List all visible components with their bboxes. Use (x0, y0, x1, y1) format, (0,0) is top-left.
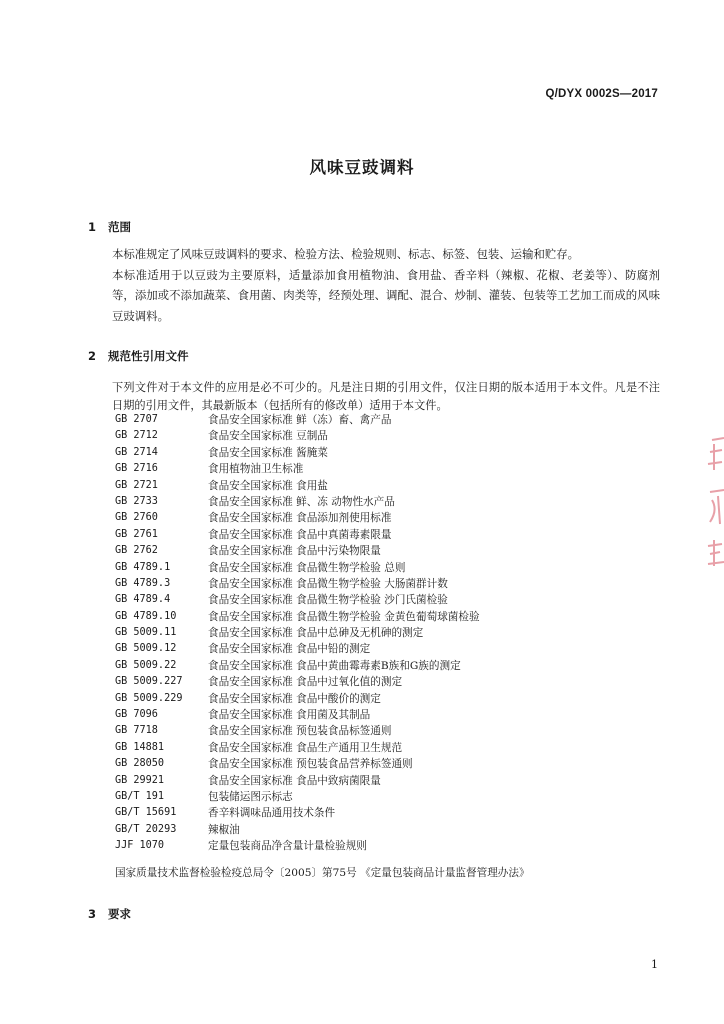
reference-row (115, 592, 675, 608)
reference-code: GB 7096 (115, 709, 158, 721)
reference-title: 食品安全国家标准 食品微生物学检验 沙门氏菌检验 (208, 594, 448, 607)
reference-title: 食品安全国家标准 食用菌及其制品 (208, 709, 371, 722)
reference-row (115, 494, 675, 510)
reference-code: GB 14881 (115, 741, 165, 753)
reference-title: 食品安全国家标准 预包装食品营养标签通则 (208, 758, 413, 771)
reference-code: GB 2714 (115, 446, 158, 458)
reference-title: 食品安全国家标准 食品生产通用卫生规范 (208, 741, 403, 754)
reference-code: GB/T 15691 (115, 807, 177, 819)
reference-code: GB 2761 (115, 528, 158, 540)
reference-row (115, 478, 675, 494)
reference-title: 食品安全国家标准 食品中致病菌限量 (208, 774, 381, 787)
standard-number: Q/DYX 0002S—2017 (545, 88, 658, 100)
reference-code: GB 4789.1 (115, 561, 171, 573)
reference-code: GB 5009.12 (115, 643, 177, 655)
page-number: 1 (651, 958, 658, 971)
reference-title: 食品安全国家标准 鲜（冻）畜、禽产品 (208, 414, 392, 426)
section-2-heading (88, 348, 189, 364)
reference-title: 食品安全国家标准 食品中污染物限量 (208, 545, 381, 558)
reference-row (115, 838, 675, 854)
reference-title: 食品安全国家标准 食品添加剂使用标准 (208, 512, 392, 525)
reference-row (115, 658, 675, 674)
reference-row (115, 740, 675, 756)
reference-title: 食品安全国家标准 预包装食品标签通则 (208, 725, 392, 738)
reference-regulation: 国家质量技术监督检验检疫总局令〔2005〕第75号 《定量包装商品计量监督管理办法》 (115, 867, 530, 879)
section-3-heading (88, 906, 131, 922)
reference-code: GB 5009.227 (115, 676, 183, 688)
reference-row (115, 707, 675, 723)
reference-code: GB 28050 (115, 758, 165, 770)
reference-title: 食品安全国家标准 食品微生物学检验 大肠菌群计数 (208, 577, 448, 590)
section-1-paragraph-1: 本标准规定了风味豆豉调料的要求、检验方法、检验规则、标志、标签、包装、运输和贮存。 (112, 247, 580, 261)
reference-code: GB 2721 (115, 479, 158, 491)
reference-row (115, 789, 675, 805)
reference-title: 食品安全国家标准 豆制品 (208, 430, 328, 443)
reference-code: GB 2760 (115, 512, 158, 524)
reference-code: JJF 1070 (115, 840, 165, 852)
reference-title: 食用植物油卫生标准 (208, 463, 304, 476)
section-2-intro-text: 下列文件对于本文件的应用是必不可少的。凡是注日期的引用文件，仅注日期的版本适用于本文件。凡是不注日期的引用文件，其最新版本（包括所有的修改单）适用于本文件。 (112, 381, 660, 412)
reference-code: GB 2733 (115, 495, 158, 507)
reference-code: GB 7718 (115, 725, 158, 737)
section-2-intro (88, 379, 660, 415)
reference-title: 食品安全国家标准 酱腌菜 (208, 446, 328, 459)
reference-code: GB 5009.229 (115, 692, 183, 704)
reference-title: 食品安全国家标准 食品中黄曲霉毒素B族和G族的测定 (208, 659, 461, 672)
reference-code: GB 2762 (115, 545, 158, 557)
reference-title: 食品安全国家标准 食用盐 (208, 479, 328, 492)
reference-code: GB 4789.10 (115, 610, 177, 622)
seal-stamp-fragment (698, 430, 724, 580)
section-3-title: 要求 (108, 907, 131, 921)
document-title: 风味豆豉调料 (309, 158, 415, 177)
reference-title: 定量包装商品净含量计量检验规则 (208, 840, 367, 853)
reference-row (115, 428, 675, 444)
reference-title: 香辛料调味品通用技术条件 (208, 807, 336, 820)
section-2-number: 2 (88, 349, 97, 363)
reference-title: 食品安全国家标准 食品中铅的测定 (208, 643, 371, 656)
reference-code: GB 4789.4 (115, 594, 171, 606)
reference-row (115, 445, 675, 461)
reference-row (115, 674, 675, 690)
reference-code: GB 2716 (115, 463, 158, 475)
reference-title: 食品安全国家标准 食品中过氧化值的测定 (208, 676, 403, 689)
section-1-number: 1 (88, 220, 97, 234)
reference-title: 包装储运图示标志 (208, 790, 293, 803)
reference-row (115, 691, 675, 707)
reference-title: 食品安全国家标准 食品中真菌毒素限量 (208, 528, 392, 541)
reference-row (115, 510, 675, 526)
reference-row (115, 625, 675, 641)
reference-title: 食品安全国家标准 食品中酸价的测定 (208, 692, 381, 705)
section-1-paragraph-2: 本标准适用于以豆豉为主要原料，适量添加食用植物油、食用盐、香辛料（辣椒、花椒、老姜等）、防腐剂等，添加或不添加蔬菜、食用菌、肉类等，经预处理、调配、混合、炒制、灌装、包装等工艺加工而成的风味豆豉调料。 (112, 267, 660, 323)
reference-code: GB 4789.3 (115, 577, 171, 589)
section-3-number: 3 (88, 907, 97, 921)
reference-row (115, 543, 675, 559)
section-2-title: 规范性引用文件 (108, 349, 189, 363)
reference-row (115, 527, 675, 543)
reference-row (115, 756, 675, 772)
reference-row (115, 822, 675, 838)
section-1-heading (88, 219, 131, 235)
reference-title: 食品安全国家标准 食品微生物学检验 总则 (208, 561, 406, 574)
reference-code: GB/T 20293 (115, 823, 177, 835)
reference-title: 食品安全国家标准 食品微生物学检验 金黄色葡萄球菌检验 (208, 610, 480, 623)
reference-row (115, 805, 675, 821)
reference-title: 辣椒油 (208, 823, 240, 836)
reference-code: GB 5009.11 (115, 627, 177, 639)
reference-code: GB 2712 (115, 430, 158, 442)
reference-title: 食品安全国家标准 鲜、冻 动物性水产品 (208, 495, 395, 508)
reference-row (115, 576, 675, 592)
reference-list (115, 412, 675, 855)
reference-code: GB 2707 (115, 414, 158, 425)
section-1-title: 范围 (108, 220, 131, 234)
reference-code: GB 29921 (115, 774, 165, 786)
reference-row (115, 609, 675, 625)
reference-code: GB/T 191 (115, 790, 165, 802)
reference-row (115, 412, 675, 428)
reference-row (115, 560, 675, 576)
reference-row (115, 723, 675, 739)
reference-row (115, 461, 675, 477)
section-1-body (88, 244, 660, 326)
reference-code: GB 5009.22 (115, 659, 177, 671)
reference-title: 食品安全国家标准 食品中总砷及无机砷的测定 (208, 627, 424, 640)
reference-row (115, 773, 675, 789)
reference-row (115, 641, 675, 657)
